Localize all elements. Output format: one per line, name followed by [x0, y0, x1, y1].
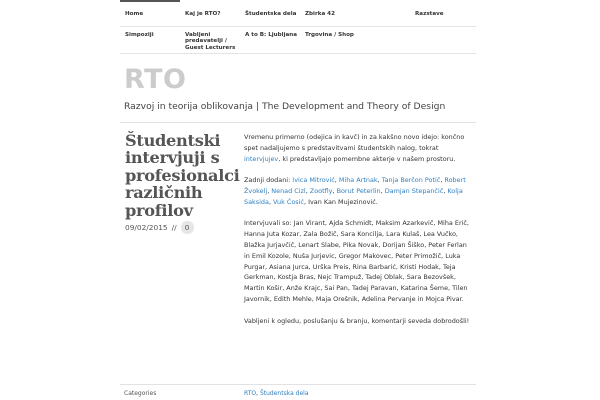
category-links	[244, 390, 309, 397]
link-separator: ,	[334, 176, 339, 185]
link-separator: ,	[377, 176, 382, 185]
interview-link[interactable]: Damjan Stepančič	[384, 186, 444, 195]
nav-row-primary	[120, 0, 476, 27]
post-paragraph-latest	[244, 175, 474, 207]
meta-separator: //	[171, 222, 177, 232]
link-separator: ,	[440, 176, 445, 185]
interview-link[interactable]: Ivica Mitrović	[292, 176, 335, 185]
link-separator: ,	[305, 186, 310, 195]
category-separator: ,	[256, 390, 260, 397]
nav-item-trgovina-shop[interactable]: Trgovina / Shop	[305, 32, 354, 38]
link-separator: ,	[380, 186, 385, 195]
link-separator: ,	[332, 186, 337, 195]
header-divider	[120, 122, 476, 123]
interview-link[interactable]: Miha Artnak	[338, 176, 378, 185]
interview-link[interactable]: Zootfly	[309, 186, 333, 195]
interview-link[interactable]: Robert Žvokelj	[244, 176, 466, 195]
intro-text-end: , ki predstavljajo pomembne akterje v našem prostoru.	[278, 154, 456, 163]
post-paragraph-interviewers: Intervjuvali so: Jan Virant, Ajda Schmidt, Maksim Azarkevič, Miha Erič, Hanna Juta Kozar, Zala Božič, Sara Koncilja, Lara Kulaš, Lea Vučko, Blažka Jurjavčič, Lenart Slabe, Pika Novak, Dorijan Šiško, Peter Ferlan in Emil Kozole, Nuša Jurjevic, Gregor Makovec, Peter Primožič, Luka Purgar, Asiana Jurca, Urška Preis, Rina Barbarić, Kristi Hodak, Teja Gerkman, Kostja Bras, Nejc Trampuž, Tadej Oblak, Sara Bezovšek, Martin Košir, Anže Krajc, Sai Pan, Tadej Paravan, Katarina Šeme, Tilen Javornik, Edith Mehle, Maja Orešnik, Adelina Pervanje in Mojca Pivar.	[244, 219, 469, 303]
main-navigation	[120, 0, 476, 54]
post-content	[244, 132, 474, 337]
interview-link[interactable]: Tanja Berčon Potič	[381, 176, 441, 185]
post-paragraph-intro	[244, 132, 474, 164]
site-title[interactable]: RTO	[124, 64, 187, 95]
post-meta	[125, 220, 194, 234]
link-separator: ,	[268, 197, 274, 206]
intervjujev-link[interactable]: intervjujev	[244, 154, 279, 163]
nav-item-a-to-b-ljubljana[interactable]: A to B: Ljubljana	[245, 32, 298, 38]
post-paragraph-closing: Vabljeni k ogledu, poslušanju & branju, komentarji seveda dobrodošli!	[244, 316, 470, 325]
post-title[interactable]: Študentski intervjuji s profesionalci različnih profilov	[125, 131, 240, 220]
interview-link[interactable]: Nenad Cizl	[271, 186, 306, 195]
nav-item-vabljeni-predavatelji[interactable]: Vabljeni predavatelji / Guest Lecturers	[185, 32, 236, 51]
category-link-rto[interactable]: RTO	[244, 390, 257, 397]
interview-link[interactable]: Kolja Saksida	[244, 186, 463, 206]
post-date: 09/02/2015	[125, 222, 168, 232]
comment-count-badge[interactable]: 0	[181, 221, 194, 234]
nav-item-razstave[interactable]: Razstave	[415, 11, 444, 17]
category-link-studentska-dela[interactable]: Študentska dela	[259, 390, 309, 397]
latest-label: Zadnji dodani:	[244, 176, 293, 185]
latest-suffix: Ivan Kan Mujezinović.	[308, 197, 378, 206]
site-description: Razvoj in teorija oblikovanja | The Development and Theory of Design	[124, 101, 446, 112]
nav-item-simpoziji[interactable]: Simpoziji	[125, 32, 154, 38]
interview-link[interactable]: Borut Peterlin	[336, 186, 381, 195]
nav-item-home[interactable]: Home	[120, 0, 180, 27]
intro-text-start: Vremenu primerno (odejica in kavč) in za kakšno novo idejo: končno spet nadaljujemo s predstavitvami študentskih nalog, tokrat	[244, 133, 465, 152]
link-separator: ,	[443, 186, 448, 195]
nav-item-zbirka-42[interactable]: Zbirka 42	[305, 11, 335, 17]
post-footer-divider	[120, 384, 476, 385]
nav-row-secondary	[120, 27, 476, 54]
link-separator: ,	[267, 186, 272, 195]
nav-item-studentska-dela[interactable]: Študentska dela	[245, 11, 297, 17]
interview-link[interactable]: Vuk Ćosić	[273, 197, 304, 206]
link-separator: ,	[303, 197, 309, 206]
categories-label: Categories	[124, 390, 157, 397]
nav-item-kaj-je-rto[interactable]: Kaj je RTO?	[185, 11, 221, 17]
